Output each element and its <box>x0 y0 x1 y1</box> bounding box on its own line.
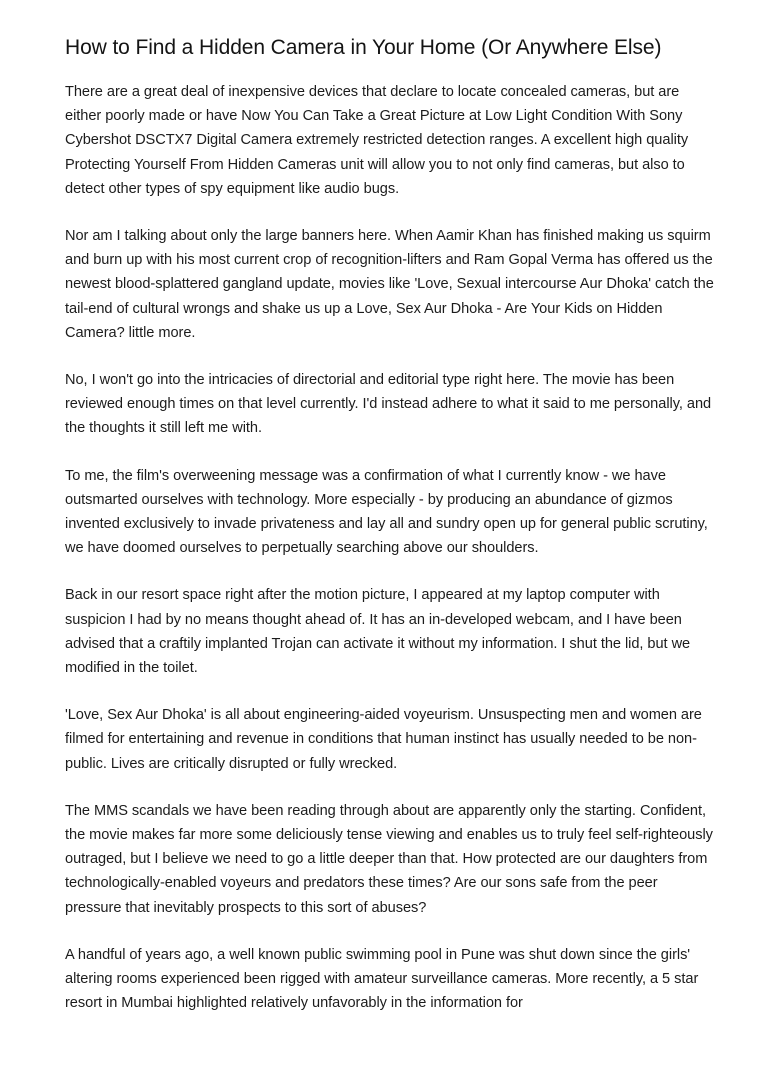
paragraph-6: 'Love, Sex Aur Dhoka' is all about engineering-aided voyeurism. Unsuspecting men and women are filmed for entertaining and revenue in conditions that human instinct has usually needed to be non-public. Lives are critically disrupted or fully wrecked. <box>65 707 702 772</box>
paragraph-2: Nor am I talking about only the large banners here. When Aamir Khan has finished making us squirm and burn up with his most current crop of recognition-lifters and Ram Gopal Verma has offered us the newest blood-splattered gangland update, movies like 'Love, Sexual intercourse Aur Dhoka' catch the tail-end of cultural wrongs and shake us up a Love, Sex Aur Dhoka - Are Your Kids on Hidden Camera? little more. <box>65 228 714 341</box>
paragraph-7: The MMS scandals we have been reading through about are apparently only the starting. Confident, the movie makes far more some deliciously tense viewing and enables us to truly feel self-righteously outraged, but I believe we need to go a little deeper than that. How protected are our daughters from technologically-enabled voyeurs and predators these times? Are our sons safe from the peer pressure that inevitably prospects to this sort of abuses? <box>65 802 713 916</box>
paragraph-8: A handful of years ago, a well known public swimming pool in Pune was shut down since the girls' altering rooms experienced been rigged with amateur surveillance cameras. More recently, a 5 star resort in Mumbai highlighted relatively unfavorably in the information for <box>65 946 699 1012</box>
paragraph-4: To me, the film's overweening message was a confirmation of what I currently know - we have outsmarted ourselves with technology. More especially - by producing an abundance of gizmos invented exclusively to invade privateness and lay all and sundry open up for general public scrutiny, we have doomed ourselves to perpetually searching above our shoulders. <box>65 467 708 557</box>
document-title: How to Find a Hidden Camera in Your Home (Or Anywhere Else) <box>65 36 662 59</box>
paragraph-3: No, I won't go into the intricacies of directorial and editorial type right here. The movie has been reviewed enough times on that level currently. I'd instead adhere to what it said to me personally, and the thoughts it still left me with. <box>65 372 712 437</box>
document-page <box>65 36 717 1039</box>
paragraph-5: Back in our resort space right after the motion picture, I appeared at my laptop computer with suspicion I had by no means thought ahead of. It has an in-developed webcam, and I have been advised that a craftily implanted Trojan can activate it without my information. I shut the lid, but we modified in the toilet. <box>65 587 691 677</box>
paragraph-1: There are a great deal of inexpensive devices that declare to locate concealed cameras, but are either poorly made or have Now You Can Take a Great Picture at Low Light Condition With Sony Cybershot DSCTX7 Digital Camera extremely restricted detection ranges. A excellent high quality Protecting Yourself From Hidden Cameras unit will allow you to not only find cameras, but also to detect other types of spy equipment like audio bugs. <box>65 84 689 197</box>
